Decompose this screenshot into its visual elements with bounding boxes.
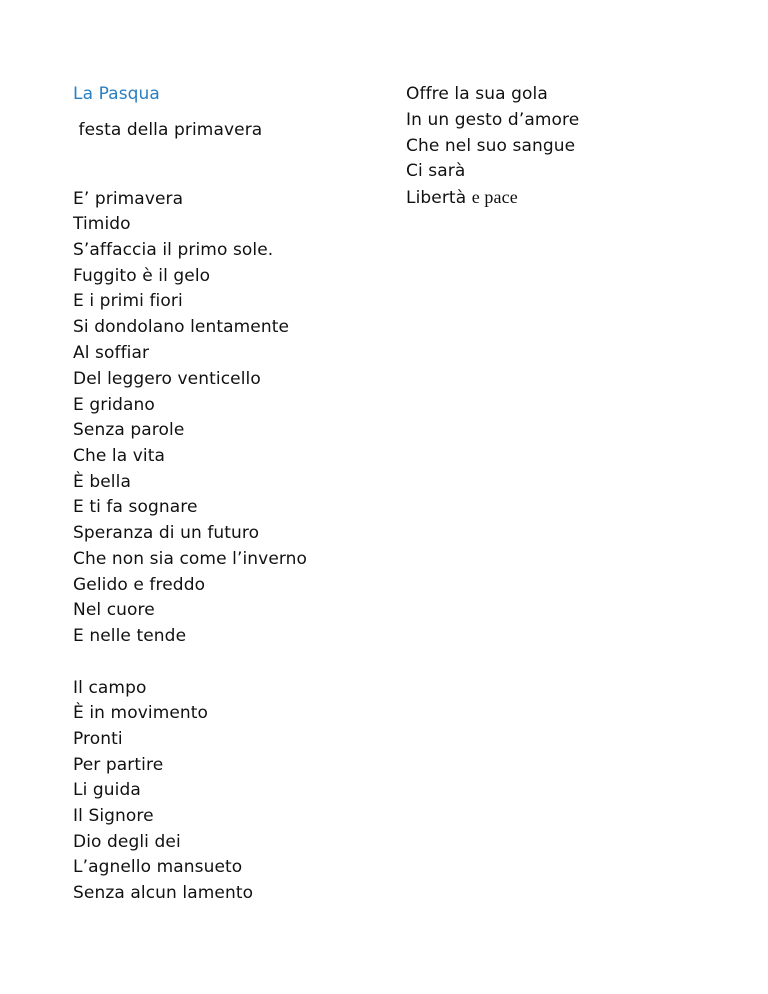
- verse-line: E gridano: [73, 395, 155, 415]
- verse-line: E ti fa sognare: [73, 497, 198, 517]
- verse-line: Al soffiar: [73, 343, 150, 363]
- verse-line: Fuggito è il gelo: [73, 266, 211, 286]
- verse-line: E i primi fiori: [73, 291, 183, 311]
- verse-line: Timido: [73, 214, 131, 234]
- verse-line: È bella: [73, 472, 131, 492]
- verse-line: Per partire: [73, 755, 164, 775]
- verse-line: L’agnello mansueto: [73, 857, 243, 877]
- verse-line: Che non sia come l’inverno: [73, 549, 308, 569]
- verse-line: Del leggero venticello: [73, 369, 261, 389]
- verse-line: Dio degli dei: [73, 832, 181, 852]
- verse-line: È in movimento: [73, 703, 209, 723]
- verse-line: Nel cuore: [73, 600, 155, 620]
- poem-title: La Pasqua: [73, 84, 160, 104]
- verse-line: Che la vita: [73, 446, 166, 466]
- verse-line: Offre la sua gola: [406, 84, 548, 104]
- verse-line: Senza alcun lamento: [73, 883, 254, 903]
- verse-line: Pronti: [73, 729, 123, 749]
- final-line-end: e pace: [471, 187, 518, 207]
- verse-line: E nelle tende: [73, 626, 187, 646]
- verse-line: Ci sarà: [406, 161, 466, 181]
- verse-line: Speranza di un futuro: [73, 523, 260, 543]
- verse-line: E’ primavera: [73, 189, 184, 209]
- verse-line: Che nel suo sangue: [406, 136, 576, 156]
- verse-line-final: [406, 187, 518, 208]
- verse-line: Si dondolano lentamente: [73, 317, 290, 337]
- verse-line: Li guida: [73, 780, 141, 800]
- verse-line: Senza parole: [73, 420, 185, 440]
- verse-line: Gelido e freddo: [73, 575, 206, 595]
- verse-line: In un gesto d’amore: [406, 110, 580, 130]
- poem-subtitle: festa della primavera: [73, 120, 263, 140]
- final-line-start: Libertà: [406, 188, 472, 208]
- verse-line: Il Signore: [73, 806, 154, 826]
- verse-line: S’affaccia il primo sole.: [73, 240, 274, 260]
- verse-line: Il campo: [73, 678, 147, 698]
